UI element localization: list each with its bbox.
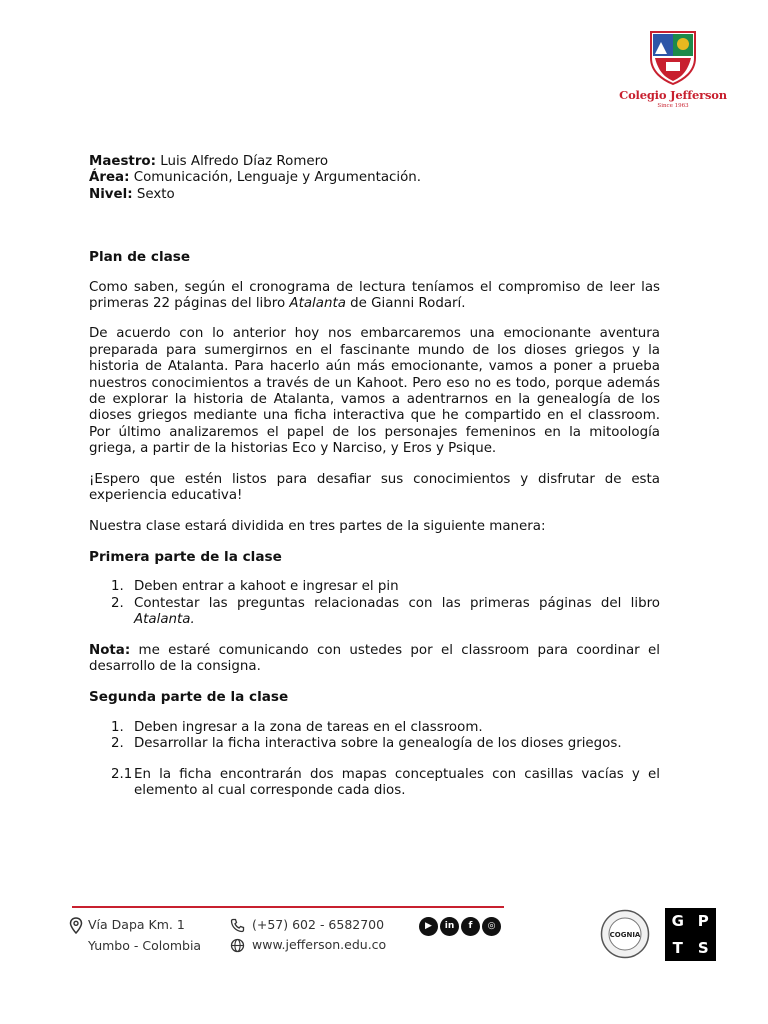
book-title: Atalanta.	[134, 612, 195, 628]
list-number: 2.	[111, 736, 124, 752]
note-label: Nota:	[89, 642, 131, 658]
list-number: 2.1	[111, 766, 133, 782]
plan-p1-text: Como saben, según el cronograma de lectura teníamos el compromiso de leer las primeras 22 páginas del libro	[89, 279, 660, 312]
footer-address-2: Yumbo - Colombia	[88, 938, 202, 953]
school-logo	[618, 28, 728, 109]
gpts-letter: P	[697, 912, 709, 931]
footer-address-1: Vía Dapa Km. 1	[88, 917, 185, 932]
shield-crest-icon	[647, 28, 699, 86]
part2-list	[89, 720, 660, 753]
footer-divider	[72, 906, 504, 908]
phone-icon	[230, 918, 245, 933]
facebook-icon[interactable]: f	[461, 917, 480, 936]
level-label: Nivel:	[89, 186, 133, 202]
area-label: Área:	[89, 170, 130, 186]
plan-p1-end: de Gianni Rodarí.	[345, 296, 466, 312]
area-value: Comunicación, Lenguaje y Argumentación.	[133, 170, 422, 186]
list-text: Deben ingresar a la zona de tareas en el classroom.	[134, 719, 483, 735]
footer-phone: (+57) 602 - 6582700	[252, 917, 385, 932]
list-item	[89, 596, 660, 629]
gpts-badge	[665, 908, 716, 961]
teacher-value: Luis Alfredo Díaz Romero	[160, 154, 329, 169]
list-text: Contestar las preguntas relacionadas con las primeras páginas del libro	[134, 595, 660, 611]
social-icons	[419, 917, 501, 936]
list-item	[89, 579, 660, 595]
plan-paragraph-1	[89, 280, 660, 313]
part1-heading: Primera parte de la clase	[89, 548, 282, 565]
list-number: 2.	[111, 595, 124, 611]
part2-heading: Segunda parte de la clase	[89, 689, 289, 706]
list-number: 1.	[111, 579, 124, 595]
note-paragraph	[89, 643, 660, 676]
cognia-text: COGNIA	[609, 931, 641, 939]
list-item	[89, 736, 660, 752]
plan-paragraph-4: Nuestra clase estará dividida en tres partes de la siguiente manera:	[89, 518, 546, 534]
list-text: Deben entrar a kahoot e ingresar el pin	[134, 579, 399, 595]
globe-icon	[230, 938, 245, 953]
plan-paragraph-2: De acuerdo con lo anterior hoy nos embarcaremos una emocionante aventura preparada para sumergirnos en el fascinante mundo de los dioses griegos y la historia de Atalanta. Para hacerlo aún más emocionante, vamos a poner a prueba nuestros conocimientos a través de un Kahoot. Pero eso no es todo, porque además de explorar la historia de Atalanta, vamos a adentrarnos en la genealogía de los dioses griegos mediante una ficha interactiva que he compartido en el classroom. Por último analizaremos el papel de los personajes femeninos en la mitoología griega, a partir de la historias Eco y Narciso, y Eros y Psique.	[89, 326, 660, 457]
logo-since: Since 1963	[657, 103, 689, 109]
gpts-letter: G	[671, 912, 684, 931]
teacher-line	[89, 154, 660, 170]
list-item	[89, 767, 660, 800]
document-body	[89, 154, 660, 799]
gpts-letter: T	[672, 938, 683, 957]
list-text: En la ficha encontrarán dos mapas conceptuales con casillas vacías y el elemento al cual corresponde cada dios.	[134, 766, 660, 798]
part2-sublist	[89, 767, 660, 800]
list-number: 1.	[111, 719, 124, 735]
youtube-icon[interactable]: ▶	[419, 917, 438, 936]
location-icon	[69, 917, 83, 934]
list-item	[89, 720, 660, 736]
level-line	[89, 187, 660, 203]
level-value: Sexto	[136, 186, 175, 202]
linkedin-icon[interactable]: in	[440, 917, 459, 936]
plan-heading: Plan de clase	[89, 249, 191, 266]
list-text: Desarrollar la ficha interactiva sobre la genealogía de los dioses griegos.	[134, 736, 622, 752]
part1-list	[89, 579, 660, 628]
footer-website[interactable]: www.jefferson.edu.co	[252, 937, 387, 952]
plan-paragraph-3: ¡Espero que estén listos para desafiar sus conocimientos y disfrutar de esta experiencia educativa!	[89, 471, 660, 504]
teacher-label: Maestro:	[89, 154, 156, 169]
gpts-letter: S	[697, 938, 709, 957]
instagram-icon[interactable]: ◎	[482, 917, 501, 936]
note-text: me estaré comunicando con ustedes por el classroom para coordinar el desarrollo de la consigna.	[89, 642, 660, 674]
area-line	[89, 170, 660, 186]
cognia-seal-icon	[600, 909, 650, 959]
book-title: Atalanta	[289, 296, 346, 312]
logo-name: Colegio Jefferson	[619, 88, 727, 102]
